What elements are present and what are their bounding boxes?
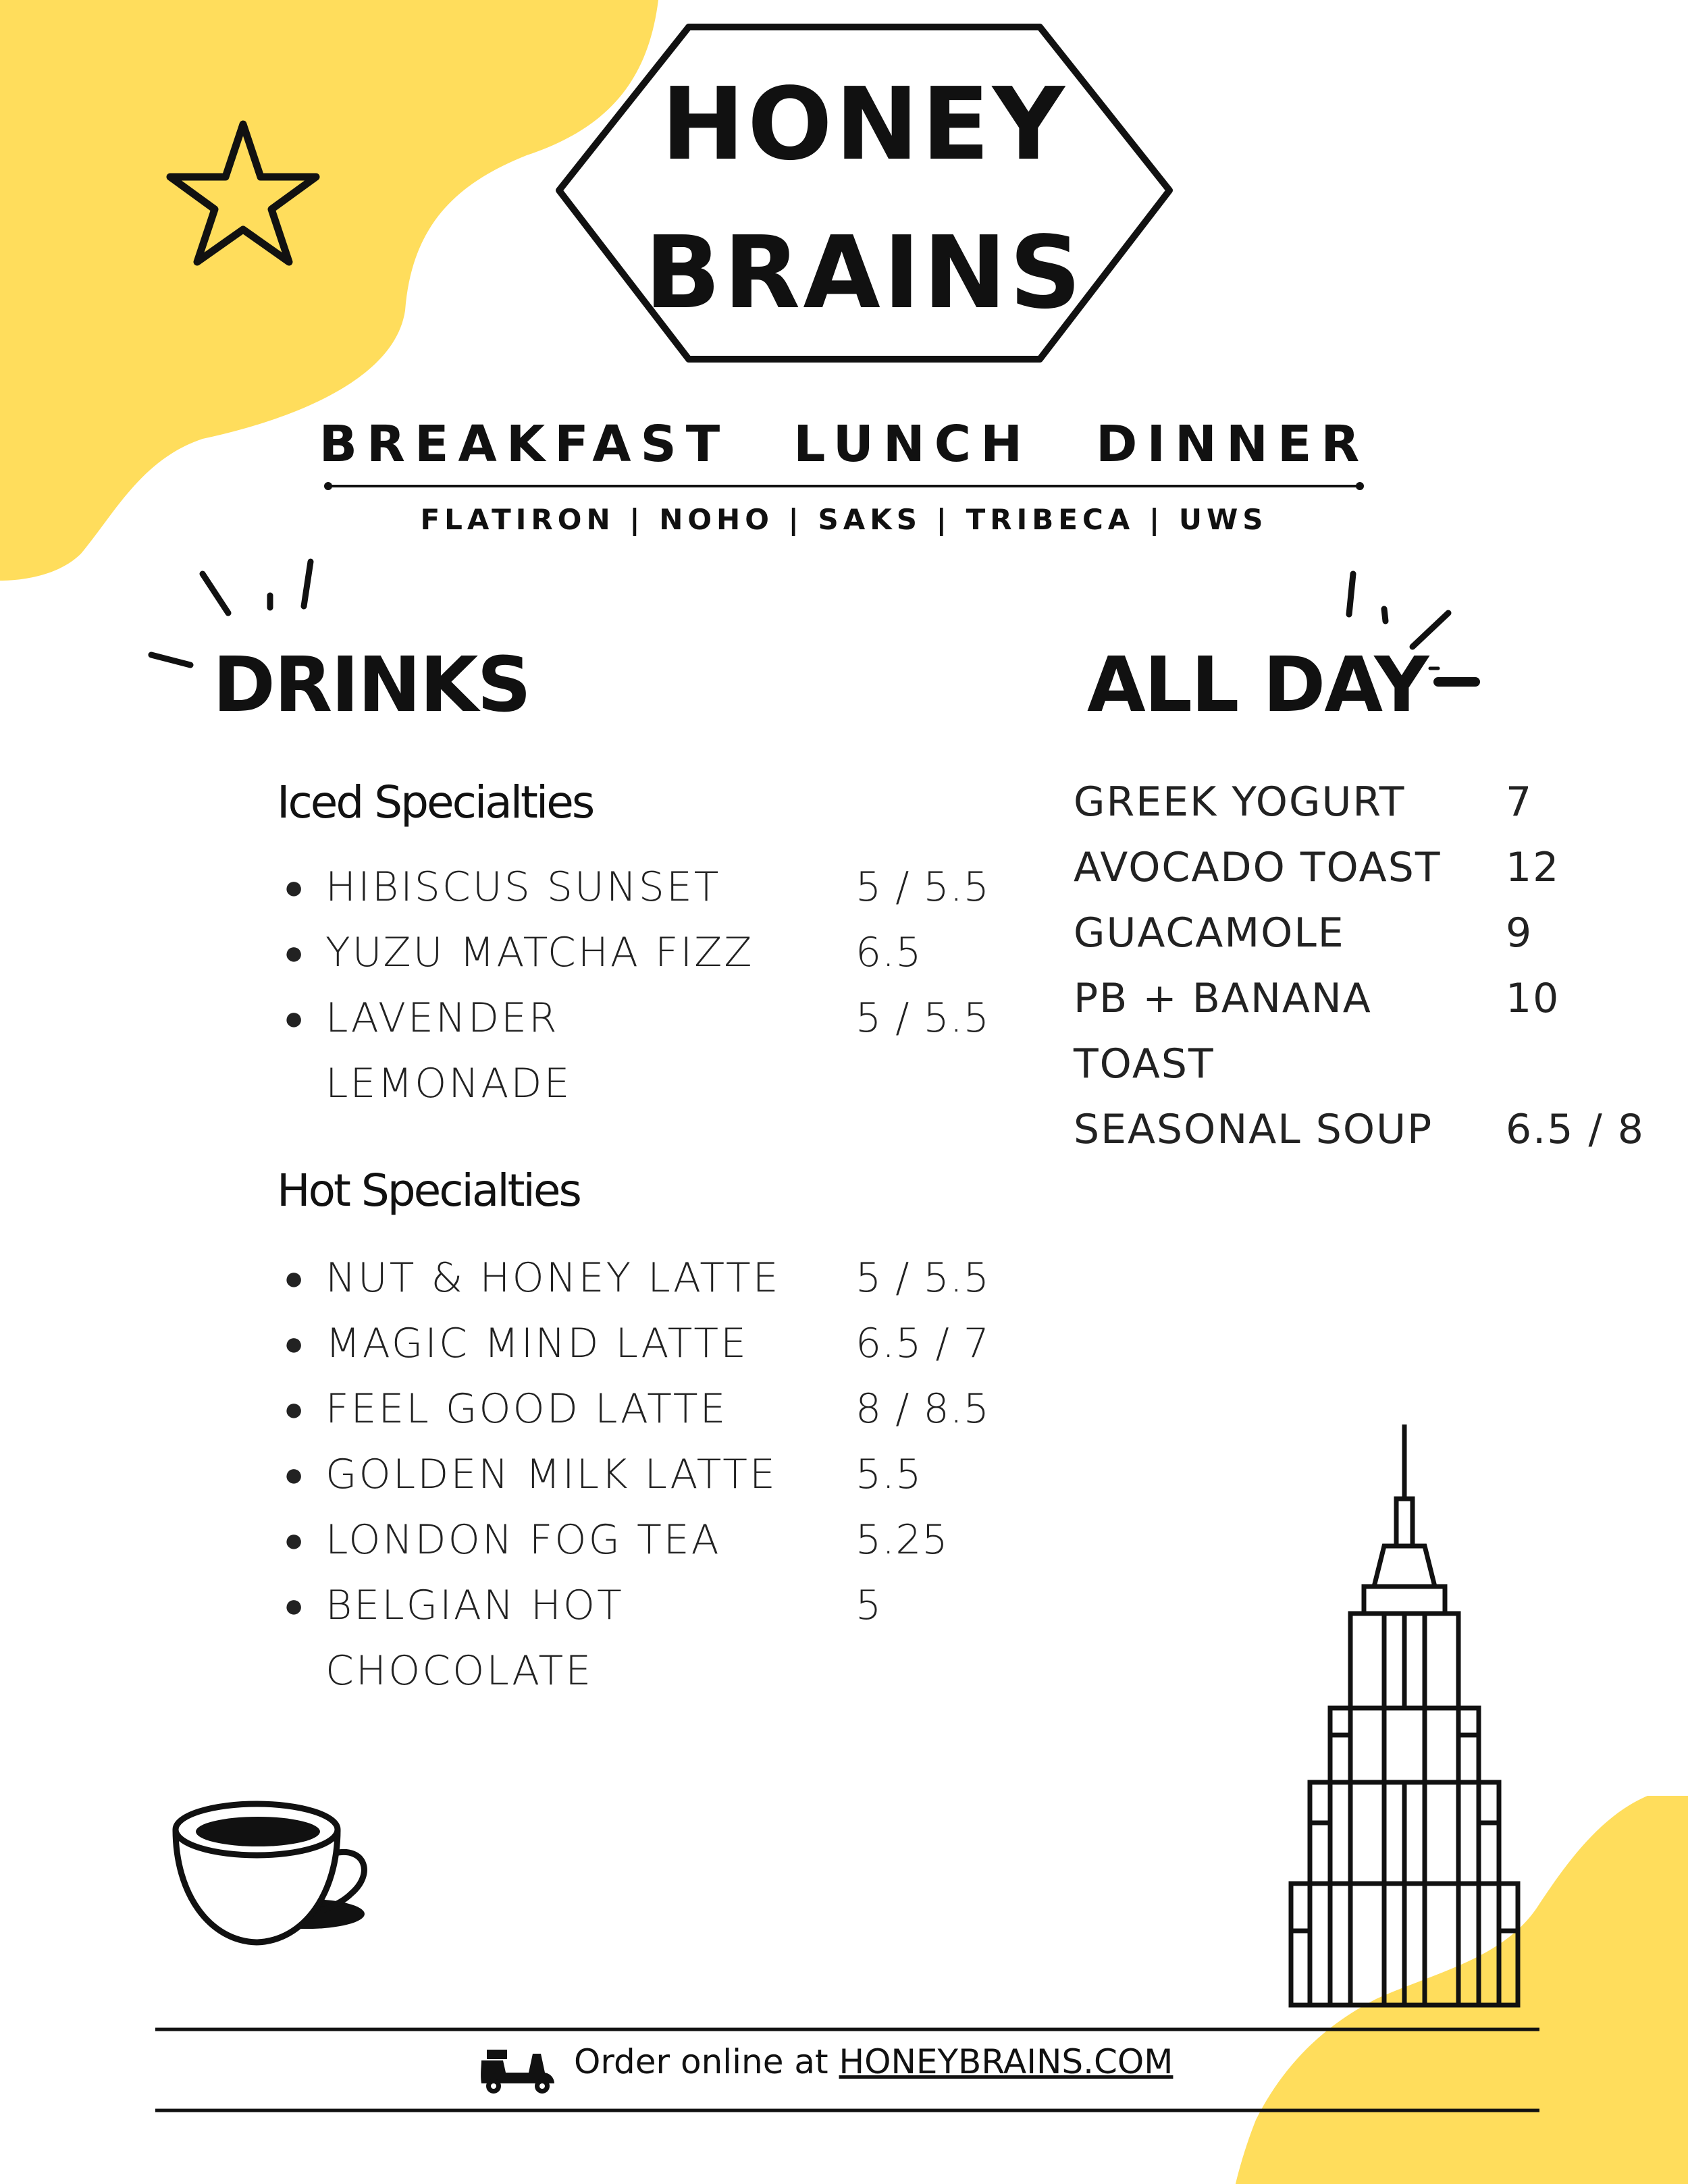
list-item: GREEK YOGURT 7 (1074, 778, 1533, 826)
footer-rule-top (155, 2027, 1539, 2032)
list-item: SEASONAL SOUP 6.5 / 8 (1074, 1106, 1645, 1153)
list-item: ● BELGIAN HOT 5 (284, 1582, 882, 1629)
allday-title: ALL DAY (1087, 641, 1428, 729)
meal-breakfast: BREAKFAST (319, 415, 730, 473)
brand-line-2: BRAINS (644, 215, 1084, 331)
drinks-title: DRINKS (213, 641, 531, 729)
footer-order-text: Order online at HONEYBRAINS.COM (574, 2042, 1173, 2081)
hot-list (284, 1246, 1020, 1704)
meal-lunch: LUNCH (793, 415, 1032, 473)
list-item: CHOCOLATE (325, 1647, 594, 1695)
list-item: ● LAVENDER 5 / 5.5 (284, 994, 990, 1042)
meal-times (319, 415, 1369, 473)
empire-state-building-icon (1283, 1418, 1526, 2012)
scooter-icon (476, 2046, 557, 2094)
brand-line-1: HONEY (661, 66, 1067, 182)
list-item: AVOCADO TOAST 12 (1074, 844, 1560, 891)
list-item: LEMONADE (325, 1060, 572, 1107)
list-item: ● YUZU MATCHA FIZZ 6.5 (284, 929, 922, 976)
meal-dinner: DINNER (1096, 415, 1369, 473)
locations: FLATIRON | NOHO | SAKS | TRIBECA | UWS (420, 503, 1268, 536)
iced-list (284, 855, 1020, 1117)
list-item: PB + BANANA 10 (1074, 975, 1560, 1022)
list-item: ● MAGIC MIND LATTE 6.5 / 7 (284, 1320, 990, 1367)
list-item: ● HIBISCUS SUNSET 5 / 5.5 (284, 863, 990, 911)
list-item: ● LONDON FOG TEA 5.25 (284, 1516, 949, 1564)
list-item: ● GOLDEN MILK LATTE 5.5 (284, 1451, 922, 1498)
list-item: GUACAMOLE 9 (1074, 909, 1533, 957)
coffee-cup-icon (169, 1792, 385, 1954)
iced-heading: Iced Specialties (277, 776, 594, 828)
allday-list (1074, 770, 1654, 1163)
website-link[interactable]: HONEYBRAINS.COM (839, 2042, 1173, 2081)
header-divider (324, 479, 1364, 493)
list-item: ● FEEL GOOD LATTE 8 / 8.5 (284, 1385, 990, 1433)
footer-rule-bottom (155, 2108, 1539, 2113)
list-item: ● NUT & HONEY LATTE 5 / 5.5 (284, 1254, 990, 1302)
list-item: TOAST (1074, 1040, 1215, 1088)
hot-heading: Hot Specialties (277, 1165, 580, 1217)
star-icon (162, 115, 324, 270)
